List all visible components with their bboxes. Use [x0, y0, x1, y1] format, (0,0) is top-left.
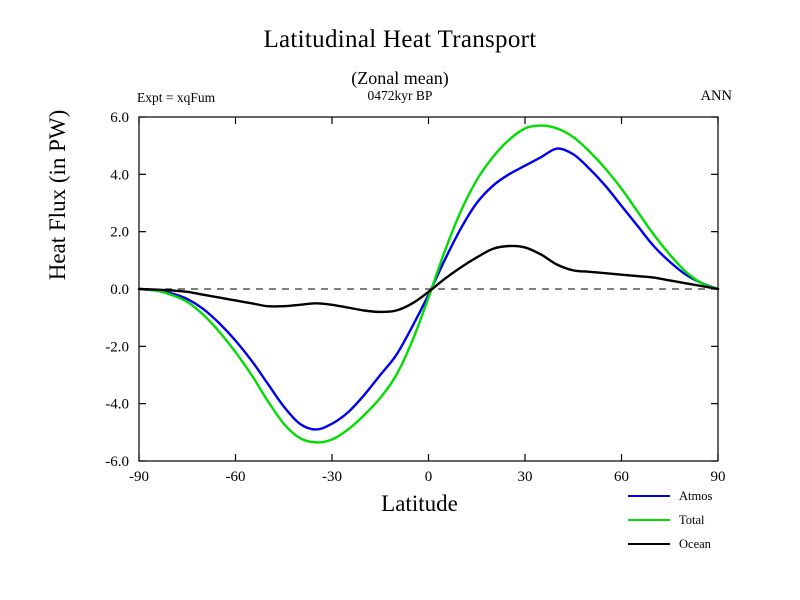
y-tick-label: -2.0 [105, 339, 129, 356]
legend-swatch-ocean [628, 543, 670, 545]
x-tick-label: 0 [424, 469, 433, 485]
y-tick-label: 6.0 [110, 110, 129, 126]
x-tick-label: 90 [710, 469, 726, 485]
series-line-ocean [139, 246, 718, 312]
y-axis-label: Heat Flux (in PW) [45, 109, 70, 281]
y-tick-label: -6.0 [105, 454, 129, 470]
x-tick-label: 30 [517, 469, 533, 485]
legend-swatch-atmos [628, 495, 670, 497]
series-line-total [139, 126, 718, 443]
y-tick-label: 2.0 [110, 224, 129, 241]
page-subtitle: (Zonal mean) [351, 68, 449, 88]
x-axis-label: Latitude [381, 491, 458, 516]
run-label: 0472kyr BP [367, 88, 433, 103]
legend-item [628, 508, 778, 532]
page-title: Latitudinal Heat Transport [263, 26, 537, 53]
legend-label-atmos: Atmos [679, 488, 713, 503]
x-tick-label: -30 [322, 469, 342, 485]
x-tick-label: -90 [129, 469, 149, 485]
legend-swatch-total [628, 519, 670, 521]
y-tick-label: 4.0 [110, 167, 129, 184]
season-label: ANN [700, 88, 732, 104]
legend-item [628, 484, 778, 508]
experiment-label: Expt = xqFum [137, 90, 216, 105]
legend-label-total: Total [679, 512, 705, 527]
legend-item [628, 532, 778, 556]
x-tick-label: 60 [614, 469, 629, 485]
x-tick-label: -60 [225, 469, 246, 485]
y-tick-label: -4.0 [105, 396, 129, 413]
legend [628, 484, 778, 556]
y-tick-label: 0.0 [110, 282, 129, 298]
legend-label-ocean: Ocean [679, 536, 711, 551]
